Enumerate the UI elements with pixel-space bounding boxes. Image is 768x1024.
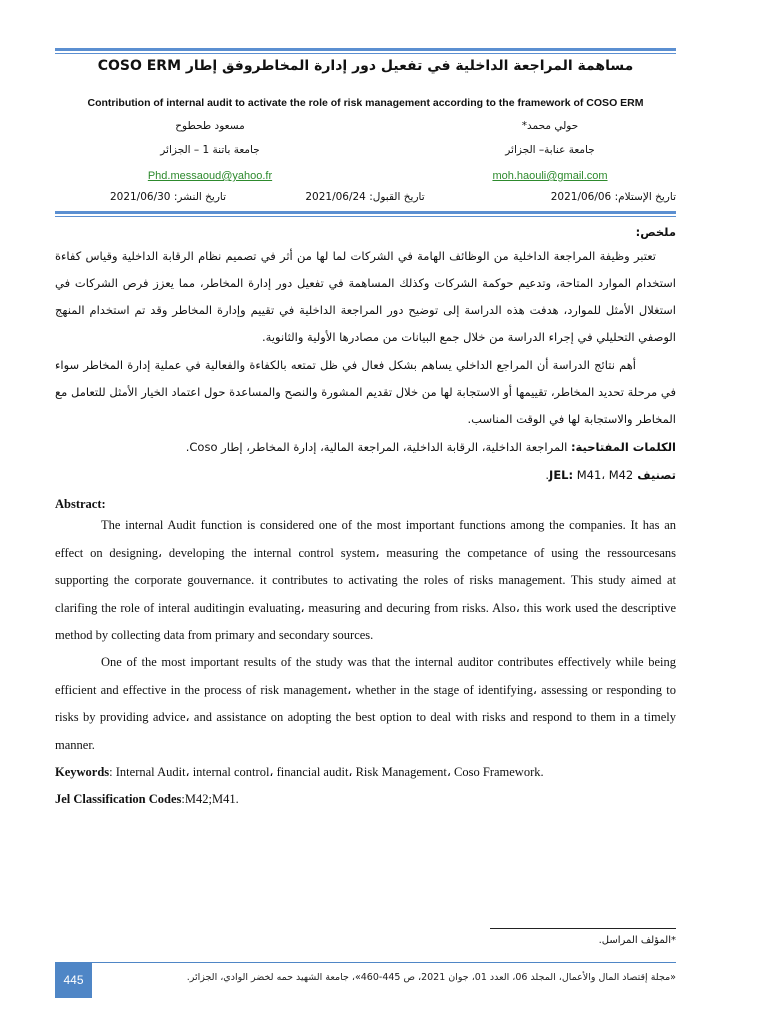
top-rule-thin (55, 53, 676, 54)
abstract-en-heading: Abstract: (55, 497, 106, 511)
header-rule-thin (55, 216, 676, 217)
footer-rule (92, 962, 676, 963)
page-number: 445 (55, 962, 92, 998)
abstract-en-keywords (55, 759, 676, 787)
author-2-affiliation: جامعة باتنة 1 – الجزائر (160, 144, 260, 156)
abstract-ar-heading: ملخص: (635, 225, 676, 239)
title-arabic: مساهمة المراجعة الداخلية في تفعيل دور إدارة المخاطروفق إطار COSO ERM (97, 58, 634, 74)
abstract-en-jel-text: :M42;M41. (181, 792, 239, 806)
abstract-ar-keywords-label: الكلمات المفتاحية: (570, 440, 676, 454)
date-published: تاريخ النشر: 2021/06/30 (109, 191, 227, 203)
date-received: تاريخ الإستلام: 2021/06/06 (550, 191, 676, 203)
abstract-en-paragraph-2: One of the most important results of the study was that the internal auditor contributes effectively while being efficient and effective in the process of risk management، whether in the stage of identifying، assessing or responding to risks by providing advice، and assistance on adopting the best option to deal with risks and respond to them in a timely manner. (55, 655, 676, 752)
author-2-email[interactable]: Phd.messaoud@yahoo.fr (147, 170, 273, 182)
abstract-en-jel (55, 786, 676, 814)
author-1-affiliation: جامعة عنابة– الجزائر (505, 144, 595, 156)
footnote-corresponding-author: *المؤلف المراسل. (598, 935, 676, 946)
date-accepted: تاريخ القبول: 2021/06/24 (305, 191, 425, 203)
abstract-ar-jel-text: M41، M42. (545, 468, 634, 482)
abstract-en-paragraph-1: The internal Audit function is considered one of the most important functions among the companies. It has an effect on designing، developing the internal control system، measuring the competance of using the ressourcesans supporting the corporate gouvernance. it contributes to activating the roles of risks management. This study aimed at clarifing the role of interal auditingin evaluating، measuring and decuring from risks. Also، this work used the descriptive method by collecting data from primary and secondary sources. (55, 518, 676, 642)
abstract-ar-paragraph-2: أهم نتائج الدراسة أن المراجع الداخلي يساهم بشكل فعال في ظل تمتعه بالكفاءة والفعالية في عملية إدارة المخاطر سواء في مرحلة تحديد المخاطر، تقييمها أو الاستجابة لها من خلال تقديم المشورة والنصح والمساعدة حول اعتماد الخيار الأمثل للتعامل مع المخاطر والاستجابة لها في الوقت المناسب. (55, 358, 676, 426)
abstract-en-keywords-label: Keywords (55, 765, 110, 779)
top-rule-thick (55, 48, 676, 51)
author-1-email[interactable]: moh.haouli@gmail.com (492, 170, 608, 182)
abstract-ar-jel-label: تصنيف JEL: (549, 468, 676, 482)
header-rule-thick (55, 211, 676, 214)
abstract-ar-keywords-text: المراجعة الداخلية، الرقابة الداخلية، المراجعة المالية، إدارة المخاطر، إطار Coso. (185, 440, 571, 454)
author-1 (440, 120, 660, 182)
abstract-en-jel-label: Jel Classification Codes (55, 792, 182, 806)
abstract-en-keywords-text: : Internal Audit، internal control، financial audit، Risk Management، Coso Framework. (109, 765, 544, 779)
author-2 (110, 120, 310, 182)
author-1-name: حولي محمد* (521, 120, 579, 132)
title-english: Contribution of internal audit to activate the role of risk management according to the framework of COSO ERM (87, 97, 644, 109)
abstract-ar-jel (55, 462, 676, 489)
abstract-ar-paragraph-1: تعتبر وظيفة المراجعة الداخلية من الوظائف الهامة في الشركات لما لها من أثر في تصميم نظام الرقابة الداخلية وقياس كفاءة استخدام الموارد المتاحة، وتدعيم حوكمة الشركات وكذلك المساهمة في تفعيل دور إدارة المخاطر، مما يعزز فرص الشركات في استغلال الأمثل للموارد، هدفت هذه الدراسة إلى توضيح دور المراجعة الداخلية في تقييم وإدارة المخاطر وقد تم استخدام المنهج الوصفي التحليلي في إجراء الدراسة من خلال جمع البيانات من مصادرها الأولية والثانوية. (55, 249, 676, 344)
footnote-rule (490, 928, 676, 929)
abstract-ar-keywords (55, 434, 676, 461)
footer-citation: «مجلة إقتصاد المال والأعمال، المجلد 06، العدد 01، جوان 2021، ص 445-460»، جامعة الشهيد حمه لخضر الوادي، الجزائر. (186, 972, 676, 983)
author-2-name: مسعود طحطوح (175, 120, 245, 132)
